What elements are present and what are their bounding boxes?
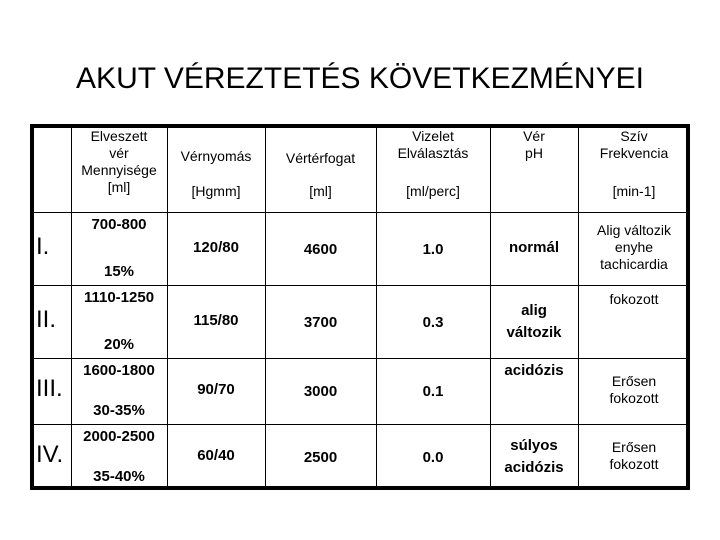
blood-pressure: 60/40	[197, 447, 235, 464]
blood-volume: 3700	[303, 313, 338, 331]
header-ph	[490, 128, 578, 162]
slide-title: AKUT VÉREZTETÉS KÖVETKEZMÉNYEI	[76, 62, 644, 95]
header-bp-unit: [Hgmm]	[191, 183, 241, 199]
heart-rate: fokozott	[609, 456, 659, 472]
divider	[34, 358, 686, 359]
lost-percent: 35-40%	[93, 468, 145, 485]
urine-output: 0.3	[422, 313, 444, 331]
blood-ph: normál	[508, 238, 559, 256]
stage-label: II.	[36, 305, 57, 333]
stage-label: I.	[36, 232, 50, 260]
header-line: vér	[109, 145, 129, 161]
lost-percent: 30-35%	[93, 402, 145, 419]
header-volume-unit: [ml]	[309, 183, 332, 199]
divider	[34, 212, 686, 213]
divider	[265, 128, 266, 486]
blood-pressure: 115/80	[193, 311, 239, 329]
header-hr-unit: [min-1]	[612, 183, 656, 199]
stage-label: IV.	[36, 441, 64, 468]
header-line: Vizelet	[412, 128, 454, 144]
header-line: Vér	[523, 128, 545, 144]
lost-volume: 1110-1250	[83, 289, 155, 306]
blood-pressure: 90/70	[197, 381, 235, 398]
hemorrhage-table	[30, 124, 690, 490]
lost-volume: 1600-1800	[83, 362, 155, 379]
header-line: Elválasztás	[397, 145, 469, 161]
lost-percent: 20%	[103, 336, 135, 353]
header-urine-unit: [ml/perc]	[406, 183, 460, 199]
divider	[376, 128, 377, 486]
header-line: pH	[525, 145, 543, 161]
lost-volume: 700-800	[91, 216, 147, 233]
urine-output: 0.0	[422, 449, 444, 466]
divider	[34, 285, 686, 286]
heart-rate: Erősen	[611, 439, 657, 455]
blood-pressure: 120/80	[193, 238, 239, 256]
heart-rate: Alig változik	[597, 221, 671, 238]
urine-output: 0.1	[422, 383, 444, 400]
lost-percent: 15%	[103, 263, 135, 280]
header-urine	[376, 128, 490, 162]
urine-output: 1.0	[422, 240, 444, 258]
header-line: [ml]	[107, 179, 131, 195]
header-lost-blood	[71, 128, 167, 196]
blood-volume: 2500	[303, 449, 338, 466]
stage-label: III.	[36, 375, 63, 402]
divider	[167, 128, 168, 486]
heart-rate: Erősen	[611, 373, 657, 389]
header-hr	[578, 128, 690, 162]
header-bp: Vérnyomás	[180, 148, 252, 164]
header-line: Elveszett	[90, 128, 148, 144]
blood-ph: alig	[521, 301, 547, 319]
header-line: Szív	[620, 128, 648, 144]
blood-ph: súlyos	[510, 437, 558, 454]
lost-volume: 2000-2500	[83, 428, 155, 445]
heart-rate: fokozott	[609, 291, 659, 307]
header-line: Mennyisége	[81, 162, 157, 178]
header-line: Frekvencia	[599, 145, 669, 161]
heart-rate: tachicardia	[600, 255, 668, 272]
blood-ph: változik	[506, 323, 562, 341]
header-volume: Vértérfogat	[285, 150, 356, 166]
blood-ph: acidózis	[504, 459, 564, 476]
blood-ph: acidózis	[504, 362, 564, 379]
blood-volume: 3000	[303, 383, 338, 400]
divider	[34, 424, 686, 425]
heart-rate: enyhe	[614, 238, 654, 255]
heart-rate: fokozott	[609, 390, 659, 406]
blood-volume: 4600	[303, 240, 338, 258]
